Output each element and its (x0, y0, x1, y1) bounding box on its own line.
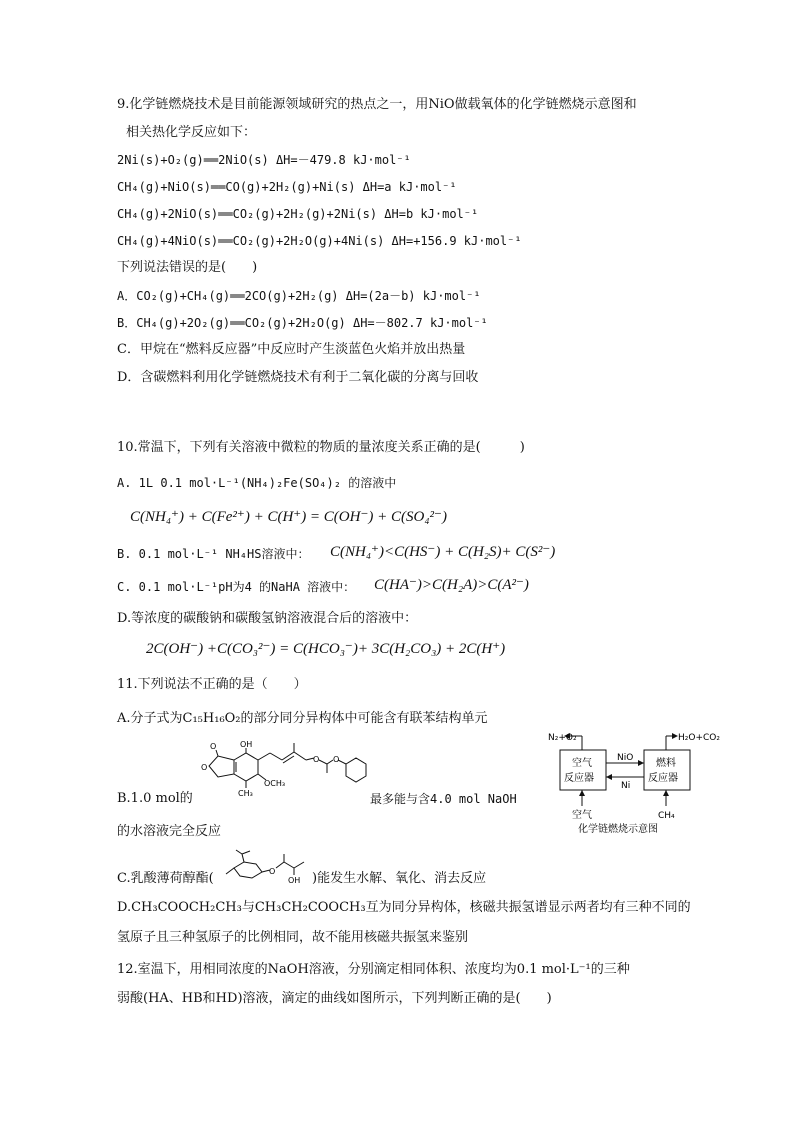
diagram-ch4-input: CH₄ (658, 811, 675, 821)
q10-option-a-equation: C(NH₄⁺) + C(Fe²⁺) + C(H⁺) = C(OH⁻) + C(SO₄²⁻) (130, 509, 447, 525)
q11-option-b-line2: 的水溶液完全反应 (117, 824, 222, 839)
q12-stem-line2: 弱酸(HA、HB和HD)溶液，滴定的曲线如图所示，下列判断正确的是( ) (117, 991, 552, 1006)
molecule-ring-o: O (201, 763, 208, 772)
q9-reaction-1: 2Ni(s)+O₂(g)══2NiO(s) ΔH=－479.8 kJ·mol⁻¹ (117, 153, 411, 167)
q10-option-c: C. 0.1 mol·L⁻¹pH为4 的NaHA 溶液中： (117, 580, 356, 594)
lactate-oh: OH (288, 876, 301, 885)
q9-option-c: C．甲烷在“燃料反应器”中反应时产生淡蓝色火焰并放出热量 (117, 342, 466, 357)
diagram-fuel-reactor-2: 反应器 (648, 773, 678, 784)
lactate-menthyl-structure (224, 848, 314, 886)
q9-option-b: B．CH₄(g)+2O₂(g)══CO₂(g)+2H₂O(g) ΔH=－802.7 kJ·mol⁻¹ (117, 316, 488, 330)
chemical-looping-diagram (540, 726, 740, 838)
q10-option-d-equation: 2C(OH⁻) +C(CO₃²⁻) = C(HCO₃⁻)+ 3C(H₂CO₃) + 2C(H⁺) (146, 641, 506, 657)
molecule-ketone-o: O (210, 742, 217, 751)
diagram-n2-o2: N₂+O₂ (548, 733, 577, 743)
molecule-structure (196, 740, 374, 806)
q9-stem-line2: 相关热化学反应如下： (126, 125, 257, 140)
q9-stem-line1: 9.化学链燃烧技术是目前能源领域研究的热点之一，用NiO做载氧体的化学链燃烧示意图和 (117, 97, 637, 112)
diagram-air-reactor-1: 空气 (572, 758, 592, 769)
q9-reaction-3: CH₄(g)+2NiO(s)══CO₂(g)+2H₂(g)+2Ni(s) ΔH=b kJ·mol⁻¹ (117, 207, 479, 221)
q10-option-c-equation: C(HA⁻)>C(H₂A)>C(A²⁻) (374, 577, 529, 593)
q10-option-a: A. 1L 0.1 mol·L⁻¹(NH₄)₂Fe(SO₄)₂ 的溶液中 (117, 476, 397, 490)
molecule-oh: OH (240, 740, 253, 749)
q11-option-d-line1: D.CH₃COOCH₂CH₃与CH₃CH₂COOCH₃互为同分异构体，核磁共振氢谱显示两者均有三种不同的 (117, 900, 691, 915)
molecule-ester-o2: O (333, 755, 340, 764)
q11-option-c-prefix: C.乳酸薄荷醇酯( (117, 871, 214, 886)
q10-option-d: D.等浓度的碳酸钠和碳酸氢钠溶液混合后的溶液中： (117, 611, 418, 626)
q9-option-a: A．CO₂(g)+CH₄(g)══2CO(g)+2H₂(g) ΔH=(2a－b) kJ·mol⁻¹ (117, 289, 481, 303)
molecule-ch3: CH₃ (238, 789, 253, 798)
diagram-caption: 化学链燃烧示意图 (578, 824, 658, 835)
q11-option-b-prefix: B.1.0 mol的 (117, 791, 193, 806)
q11-option-c-suffix: )能发生水解、氧化、消去反应 (312, 871, 487, 886)
q11-stem: 11.下列说法不正确的是（ ） (117, 677, 307, 692)
q12-stem-line1: 12.室温下，用相同浓度的NaOH溶液，分别滴定相同体积、浓度均为0.1 mol·L⁻¹的三种 (117, 962, 630, 977)
q10-stem: 10.常温下，下列有关溶液中微粒的物质的量浓度关系正确的是( ) (117, 440, 525, 455)
diagram-ni: Ni (621, 781, 631, 791)
q9-ask: 下列说法错误的是( ) (117, 260, 258, 275)
diagram-fuel-reactor-1: 燃料 (656, 758, 676, 769)
lactate-o: O (269, 867, 276, 876)
molecule-ester-o: O (313, 755, 320, 764)
q11-option-b-suffix: 最多能与含4.0 mol NaOH (370, 792, 517, 806)
q11-option-d-line2: 氢原子且三种氢原子的比例相同，故不能用核磁共振氢来鉴别 (117, 930, 469, 945)
q11-option-a: A.分子式为C₁₅H₁₆O₂的部分同分异构体中可能含有联苯结构单元 (117, 711, 488, 726)
diagram-nio: NiO (617, 753, 634, 763)
q10-option-b-equation: C(NH₄⁺)<C(HS⁻) + C(H₂S)+ C(S²⁻) (330, 544, 556, 560)
q9-option-d: D．含碳燃料利用化学链燃烧技术有利于二氧化碳的分离与回收 (117, 370, 479, 385)
diagram-air-reactor-2: 反应器 (564, 773, 594, 784)
q9-reaction-2: CH₄(g)+NiO(s)══CO(g)+2H₂(g)+Ni(s) ΔH=a kJ·mol⁻¹ (117, 180, 457, 194)
molecule-och3: OCH₃ (264, 779, 286, 788)
diagram-h2o-co2: H₂O+CO₂ (678, 733, 720, 743)
q9-reaction-4: CH₄(g)+4NiO(s)══CO₂(g)+2H₂O(g)+4Ni(s) ΔH=+156.9 kJ·mol⁻¹ (117, 234, 522, 248)
q10-option-b: B. 0.1 mol·L⁻¹ NH₄HS溶液中： (117, 547, 310, 561)
diagram-air-input: 空气 (572, 810, 592, 821)
